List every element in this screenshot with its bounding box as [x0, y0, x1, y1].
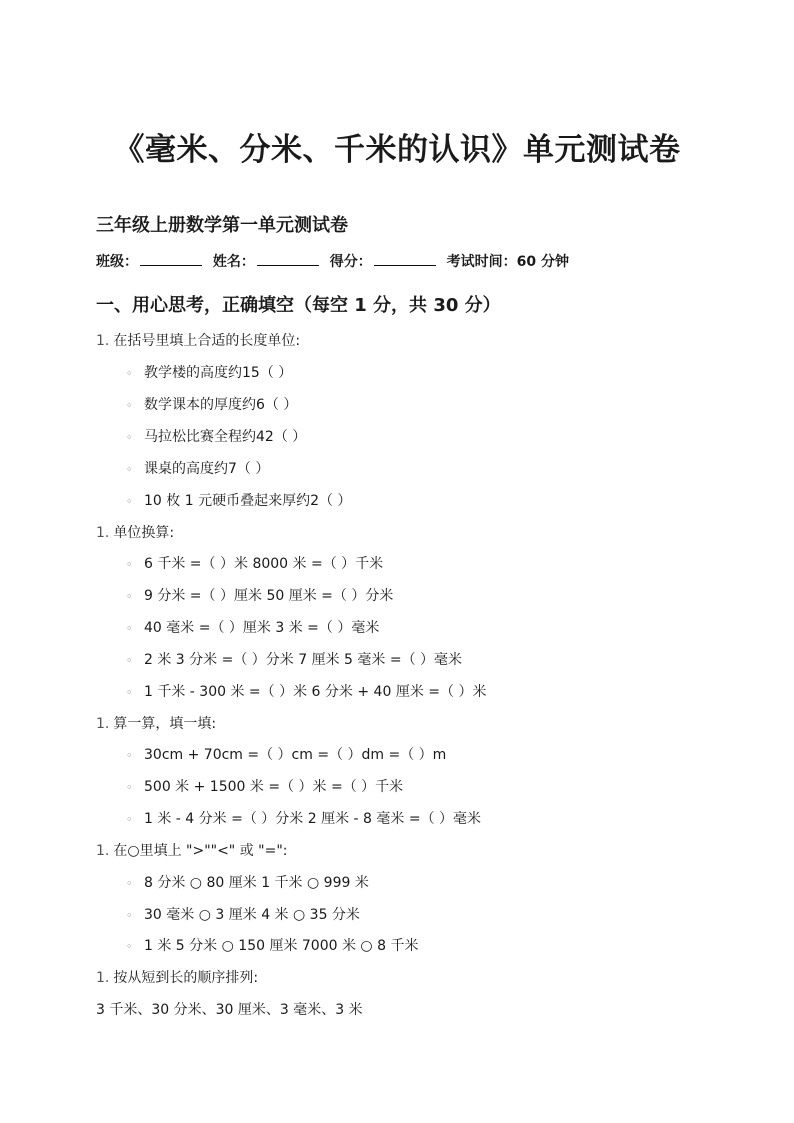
- question: [96, 330, 300, 350]
- bullet-icon: ◦: [126, 495, 133, 508]
- question-text: 算一算，填一填:: [113, 716, 217, 732]
- list-item: [126, 585, 393, 605]
- item-text: 10 枚 1 元硬币叠起来厚约2（ ）: [144, 493, 352, 509]
- question-text: 在○里填上 ">""<" 或 "=":: [113, 843, 288, 859]
- item-text: 9 分米 =（ ）厘米 50 厘米 =（ ）分米: [144, 588, 394, 604]
- list-item: [126, 553, 383, 573]
- item-text: 30 毫米 ○ 3 厘米 4 米 ○ 35 分米: [144, 907, 360, 923]
- question: [96, 522, 174, 542]
- list-item: [126, 935, 418, 955]
- item-text: 1 千米 - 300 米 =（ ）米 6 分米 + 40 厘米 =（ ）米: [144, 684, 487, 700]
- item-text: 40 毫米 =（ ）厘米 3 米 =（ ）毫米: [144, 620, 380, 636]
- bullet-icon: ◦: [126, 431, 133, 444]
- item-text: 1 米 5 分米 ○ 150 厘米 7000 米 ○ 8 千米: [144, 938, 419, 954]
- list-item: [126, 744, 446, 764]
- bullet-icon: ◦: [126, 654, 133, 667]
- question-number: 1.: [96, 525, 110, 541]
- question: [96, 840, 287, 860]
- list-item: [126, 872, 369, 892]
- question: [96, 713, 216, 733]
- question-number: 1.: [96, 716, 110, 732]
- bullet-icon: ◦: [126, 781, 133, 794]
- page-subtitle: 三年级上册数学第一单元测试卷: [96, 215, 348, 236]
- item-text: 30cm + 70cm =（ ）cm =（ ）dm =（ ）m: [144, 747, 447, 763]
- item-text: 500 米 + 1500 米 =（ ）米 =（ ）千米: [144, 779, 404, 795]
- bullet-icon: ◦: [126, 686, 133, 699]
- item-text: 课桌的高度约7（ ）: [144, 461, 270, 477]
- class-blank[interactable]: [140, 253, 202, 266]
- bullet-icon: ◦: [126, 813, 133, 826]
- list-item: [126, 394, 297, 414]
- name-label: 姓名：: [212, 254, 255, 270]
- student-info-line: [96, 251, 569, 271]
- bullet-icon: ◦: [126, 558, 133, 571]
- section-heading: 一、用心思考，正确填空（每空 1 分，共 30 分）: [96, 295, 501, 316]
- bullet-icon: ◦: [126, 622, 133, 635]
- question-number: 1.: [96, 970, 110, 986]
- item-text: 1 米 - 4 分米 =（ ）分米 2 厘米 - 8 毫米 =（ ）毫米: [144, 811, 482, 827]
- item-text: 2 米 3 分米 =（ ）分米 7 厘米 5 毫米 =（ ）毫米: [144, 652, 463, 668]
- list-item: [126, 426, 306, 446]
- score-blank[interactable]: [374, 253, 436, 266]
- list-item: [126, 776, 403, 796]
- question-text: 单位换算:: [113, 525, 175, 541]
- bullet-icon: ◦: [126, 940, 133, 953]
- list-item: [126, 808, 481, 828]
- order-list: 3 千米、30 分米、30 厘米、3 毫米、3 米: [96, 1002, 363, 1018]
- item-text: 教学楼的高度约15（ ）: [144, 365, 293, 381]
- item-text: 马拉松比赛全程约42（ ）: [144, 429, 307, 445]
- item-text: 数学课本的厚度约6（ ）: [144, 397, 298, 413]
- question: [96, 967, 258, 987]
- list-item: [126, 617, 379, 637]
- list-item: [126, 649, 462, 669]
- list-item: [126, 904, 360, 924]
- question-text: 在括号里填上合适的长度单位:: [113, 333, 301, 349]
- score-label: 得分：: [329, 254, 372, 270]
- class-label: 班级：: [96, 254, 138, 270]
- list-item: [126, 490, 351, 510]
- list-item: [126, 362, 292, 382]
- question-text: 按从短到长的顺序排列:: [113, 970, 259, 986]
- question-number: 1.: [96, 333, 110, 349]
- bullet-icon: ◦: [126, 590, 133, 603]
- page-title: 《毫米、分米、千米的认识》单元测试卷: [113, 132, 681, 168]
- list-item: [126, 458, 269, 478]
- time-label: 考试时间：60 分钟: [446, 254, 569, 270]
- item-text: 8 分米 ○ 80 厘米 1 千米 ○ 999 米: [144, 875, 369, 891]
- question-number: 1.: [96, 843, 110, 859]
- bullet-icon: ◦: [126, 463, 133, 476]
- bullet-icon: ◦: [126, 749, 133, 762]
- item-text: 6 千米 =（ ）米 8000 米 =（ ）千米: [144, 556, 384, 572]
- bullet-icon: ◦: [126, 399, 133, 412]
- name-blank[interactable]: [257, 253, 319, 266]
- bullet-icon: ◦: [126, 909, 133, 922]
- list-item: [126, 681, 486, 701]
- bullet-icon: ◦: [126, 877, 133, 890]
- bullet-icon: ◦: [126, 367, 133, 380]
